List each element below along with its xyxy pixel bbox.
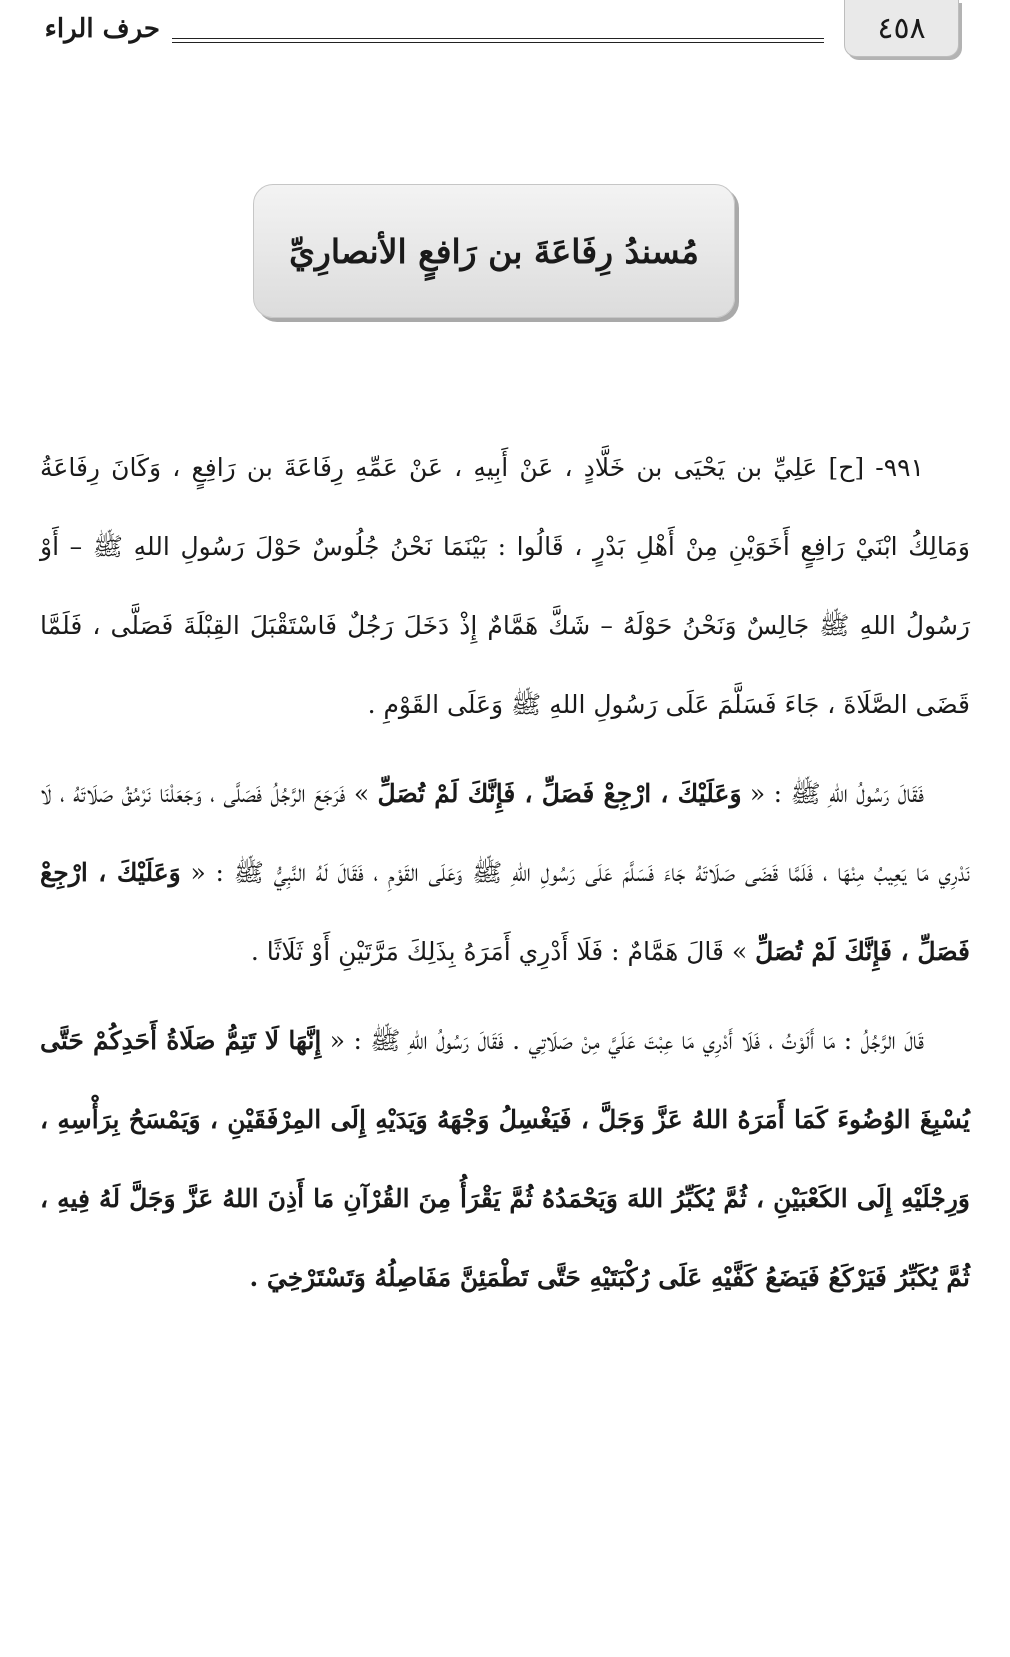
paragraph-text: » قَالَ هَمَّامٌ : فَلَا أَدْرِي أَمَرَهُ بِذَلِكَ مَرَّتَيْنِ أَوْ ثَلَاثًا . [250, 937, 756, 966]
hadith-paragraph-3 [40, 1001, 970, 1317]
page-number-tab [844, 0, 959, 57]
section-title-box [253, 184, 735, 318]
paragraph-text: فَقَالَ رَسُولُ اللهِ ﷺ : « [741, 779, 924, 808]
header-rule [172, 38, 824, 43]
hadith-paragraph-2 [40, 754, 970, 991]
paragraph-text: » فَرَجَعَ الرَّجُلُ فَصَلَّى ، وَجَعَلْنَا نَرْمُقُ صَلَاتَهُ ، لَا نَدْرِي مَا يَعِيبُ مِنْهَا ، فَلَمَّا قَضَى صَلَاتَهُ جَاءَ فَسَلَّمَ عَلَى رَسُولِ اللهِ ﷺ وَعَلَى القَوْمِ ، فَقَالَ لَهُ النَّبِيُّ ﷺ : « [40, 779, 970, 887]
prophet-quote: وَعَلَيْكَ ، ارْجِعْ فَصَلِّ ، فَإِنَّكَ لَمْ تُصَلِّ [40, 858, 970, 966]
paragraph-text: ٩٩١- [ح] عَلِيِّ بن يَحْيَى بن خَلَّادٍ ، عَنْ أَبِيهِ ، عَنْ عَمِّهِ رِفَاعَةَ بن رَافِعٍ ، وَكَانَ رِفَاعَةُ وَمَالِكُ ابْنَيْ رَافِعٍ أَخَوَيْنِ مِنْ أَهْلِ بَدْرٍ ، قَالُوا : بَيْنَمَا نَحْنُ جُلُوسٌ حَوْلَ رَسُولِ اللهِ ﷺ – أَوْ رَسُولُ اللهِ ﷺ جَالِسٌ وَنَحْنُ حَوْلَهُ – شَكَّ هَمَّامٌ إِذْ دَخَلَ رَجُلٌ فَاسْتَقْبَلَ القِبْلَةَ فَصَلَّى ، فَلَمَّا قَضَى الصَّلَاةَ ، جَاءَ فَسَلَّمَ عَلَى رَسُولِ اللهِ ﷺ وَعَلَى القَوْمِ . [40, 453, 970, 719]
prophet-quote: وَعَلَيْكَ ، ارْجِعْ فَصَلِّ ، فَإِنَّكَ لَمْ تُصَلِّ [377, 779, 742, 808]
running-head: حرف الراء [44, 14, 160, 44]
paragraph-text: قَالَ الرَّجُلُ : مَا أَلَوْتُ ، فَلَا أَدْرِي مَا عِبْتَ عَلَيَّ مِنْ صَلَاتِي . فَقَالَ رَسُولُ اللهِ ﷺ : « [321, 1026, 924, 1055]
page-number: ٤٥٨ [877, 10, 926, 46]
hadith-paragraph-1 [40, 428, 970, 744]
prophet-quote: إِنَّهَا لَا تَتِمُّ صَلَاةُ أَحَدِكُمْ حَتَّى يُسْبِغَ الوُضُوءَ كَمَا أَمَرَهُ اللهُ عَزَّ وَجَلَّ ، فَيَغْسِلُ وَجْهَهُ وَيَدَيْهِ إِلَى المِرْفَقَيْنِ ، وَيَمْسَحُ بِرَأْسِهِ ، وَرِجْلَيْهِ إِلَى الكَعْبَيْنِ ، ثُمَّ يُكَبِّرُ اللهَ وَيَحْمَدُهُ ثُمَّ يَقْرَأُ مِنَ القُرْآنِ مَا أَذِنَ اللهُ عَزَّ وَجَلَّ لَهُ فِيهِ ، ثُمَّ يُكَبِّرُ فَيَرْكَعُ فَيَضَعُ كَفَّيْهِ عَلَى رُكْبَتَيْهِ حَتَّى تَطْمَئِنَّ مَفَاصِلُهُ وَتَسْتَرْخِيَ . [40, 1026, 970, 1292]
hadith-body [40, 428, 970, 1327]
section-title: مُسندُ رِفَاعَةَ بن رَافعٍ الأنصارِيِّ [289, 231, 699, 271]
